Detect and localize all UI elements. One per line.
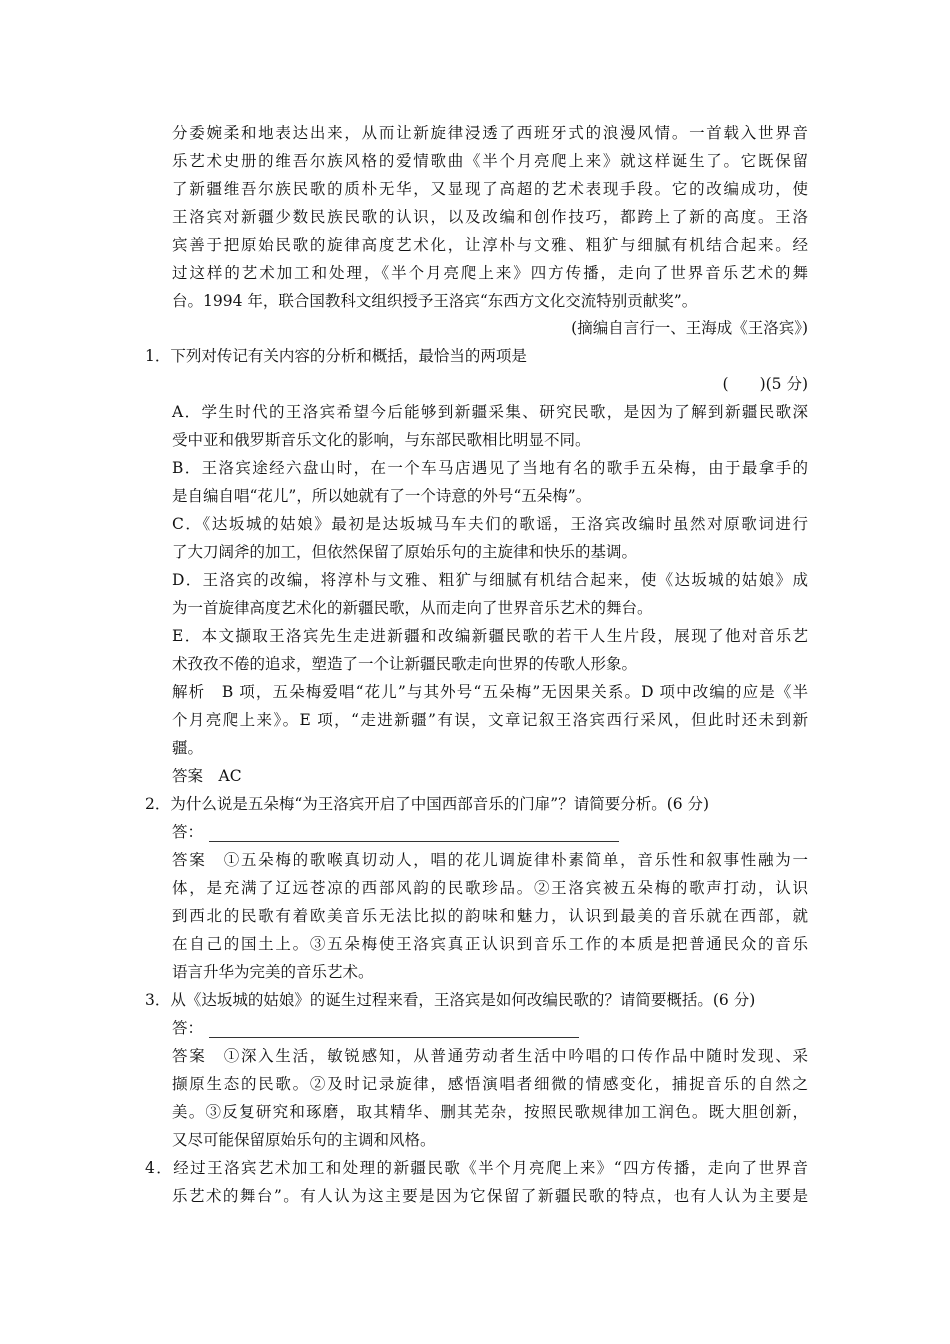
option-d-line: 为一首旋律高度艺术化的新疆民歌，从而走向了世界音乐艺术的舞台。 <box>172 599 653 617</box>
passage-line: 王洛宾对新疆少数民族民歌的认识，以及改编和创作技巧，都跨上了新的高度。王洛 <box>172 208 808 226</box>
option-e-line: 术孜孜不倦的追求，塑造了一个让新疆民歌走向世界的传歌人形象。 <box>172 655 638 673</box>
answer-line: 语言升华为完美的音乐艺术。 <box>172 963 374 981</box>
question-3-stem: 3．从《达坂城的姑娘》的诞生过程来看，王洛宾是如何改编民歌的？请简要概括。(6 分) <box>145 991 756 1009</box>
question-2-stem: 2．为什么说是五朵梅“为王洛宾开启了中国西部音乐的门扉”？请简要分析。(6 分) <box>145 795 710 813</box>
answer-line: 撷原生态的民歌。②及时记录旋律，感悟演唱者细微的情感变化，捕捉音乐的自然之 <box>172 1075 808 1093</box>
passage-line: 台。1994 年，联合国教科文组织授予王洛宾“东西方文化交流特别贡献奖”。 <box>172 292 698 310</box>
question-1-stem: 1．下列对传记有关内容的分析和概括，最恰当的两项是 <box>145 347 527 365</box>
analysis-line: 个月亮爬上来》。E 项，“走进新疆”有误，文章记叙王洛宾西行采风，但此时还未到新 <box>172 711 808 729</box>
answer-line: 到西北的民歌有着欧美音乐无法比拟的韵味和魅力，认识到最美的音乐就在西部，就 <box>172 907 808 925</box>
answer-prompt: 答： <box>172 1019 204 1037</box>
option-c-line: 了大刀阔斧的加工，但依然保留了原始乐句的主旋律和快乐的基调。 <box>172 543 638 561</box>
passage-line: 宾善于把原始民歌的旋律高度艺术化，让淳朴与文雅、粗犷与细腻有机结合起来。经 <box>172 236 808 254</box>
analysis-line: 疆。 <box>172 739 204 757</box>
answer-line: 又尽可能保留原始乐句的主调和风格。 <box>172 1131 436 1149</box>
option-a-line: A．学生时代的王洛宾希望今后能够到新疆采集、研究民歌，是因为了解到新疆民歌深 <box>172 403 808 421</box>
option-b-line: 是自编自唱“花儿”，所以她就有了一个诗意的外号“五朵梅”。 <box>172 487 592 505</box>
question-1-score: ( )(5 分) <box>722 375 808 393</box>
question-4-stem-line: 4．经过王洛宾艺术加工和处理的新疆民歌《半个月亮爬上来》“四方传播，走向了世界音 <box>145 1159 808 1177</box>
option-b-line: B．王洛宾途经六盘山时，在一个车马店遇见了当地有名的歌手五朵梅，由于最拿手的 <box>172 459 808 477</box>
passage-line: 乐艺术史册的维吾尔族风格的爱情歌曲《半个月亮爬上来》就这样诞生了。它既保留 <box>172 152 808 170</box>
analysis-line: 解析 B 项，五朵梅爱唱“花儿”与其外号“五朵梅”无因果关系。D 项中改编的应是《半 <box>172 683 808 701</box>
question-4-stem-line: 乐艺术的舞台”。有人认为这主要是因为它保留了新疆民歌的特点，也有人认为主要是 <box>172 1187 808 1205</box>
option-e-line: E．本文撷取王洛宾先生走进新疆和改编新疆民歌的若干人生片段，展现了他对音乐艺 <box>172 627 808 645</box>
option-c-line: C．《达坂城的姑娘》最初是达坂城马车夫们的歌谣，王洛宾改编时虽然对原歌词进行 <box>172 515 808 533</box>
answer-line: 答案 ①五朵梅的歌喉真切动人，唱的花儿调旋律朴素简单，音乐性和叙事性融为一 <box>172 851 808 869</box>
answer-line: 答案 ①深入生活，敏锐感知，从普通劳动者生活中吟唱的口传作品中随时发现、采 <box>172 1047 808 1065</box>
question-2-answer-field[interactable] <box>172 822 808 842</box>
source-citation: (摘编自言行一、王海成《王洛宾》) <box>571 319 808 337</box>
option-a-line: 受中亚和俄罗斯音乐文化的影响，与东部民歌相比明显不同。 <box>172 431 591 449</box>
question-3-answer-field[interactable] <box>172 1018 808 1038</box>
question-1-answer: 答案 AC <box>172 767 242 785</box>
passage-line: 分委婉柔和地表达出来，从而让新旋律浸透了西班牙式的浪漫风情。一首载入世界音 <box>172 124 808 142</box>
answer-line: 体，是充满了辽远苍凉的西部风韵的民歌珍品。②王洛宾被五朵梅的歌声打动，认识 <box>172 879 808 897</box>
passage-line: 了新疆维吾尔族民歌的质朴无华，又显现了高超的艺术表现手段。它的改编成功，使 <box>172 180 808 198</box>
option-d-line: D．王洛宾的改编，将淳朴与文雅、粗犷与细腻有机结合起来，使《达坂城的姑娘》成 <box>172 571 808 589</box>
answer-blank-line[interactable] <box>209 1023 579 1038</box>
answer-line: 在自己的国土上。③五朵梅使王洛宾真正认识到音乐工作的本质是把普通民众的音乐 <box>172 935 808 953</box>
passage-line: 过这样的艺术加工和处理，《半个月亮爬上来》四方传播，走向了世界音乐艺术的舞 <box>172 264 808 282</box>
answer-blank-line[interactable] <box>209 827 619 842</box>
answer-prompt: 答： <box>172 823 204 841</box>
answer-line: 美。③反复研究和琢磨，取其精华、删其芜杂，按照民歌规律加工润色。既大胆创新， <box>172 1103 808 1121</box>
